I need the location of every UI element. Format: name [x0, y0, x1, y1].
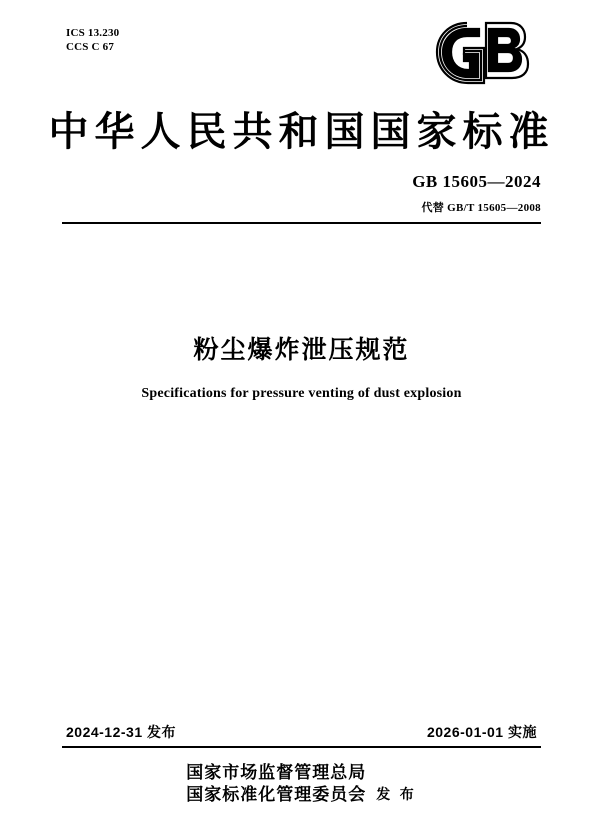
publisher-names: [186, 762, 366, 806]
issue-date: 2024-12-31 发布: [66, 724, 177, 740]
ics-code: ICS 13.230: [66, 27, 120, 39]
classification-codes: [66, 26, 119, 54]
effective-date: 2026-01-01 实施: [426, 724, 537, 740]
standard-number-block: [412, 172, 541, 215]
replaced-standard: 代替 GB/T 15605—2008: [421, 202, 541, 214]
divider-top: [62, 222, 541, 224]
publisher-line-2: 国家标准化管理委员会: [186, 785, 367, 804]
gb-logo-icon: [423, 18, 541, 88]
document-title-cn: 粉尘爆炸泄压规范: [193, 336, 410, 364]
publisher-verb: 发 布: [376, 788, 417, 803]
divider-bottom: [62, 746, 541, 748]
publisher-line-1: 国家市场监督管理总局: [186, 763, 367, 782]
ccs-code: CCS C 67: [66, 41, 115, 53]
publisher-block: [0, 762, 603, 806]
page-title: 中华人民共和国国家标准: [48, 109, 555, 154]
document-title-en: Specifications for pressure venting of dust explosion: [141, 386, 462, 401]
standard-number: GB 15605—2024: [412, 172, 541, 191]
